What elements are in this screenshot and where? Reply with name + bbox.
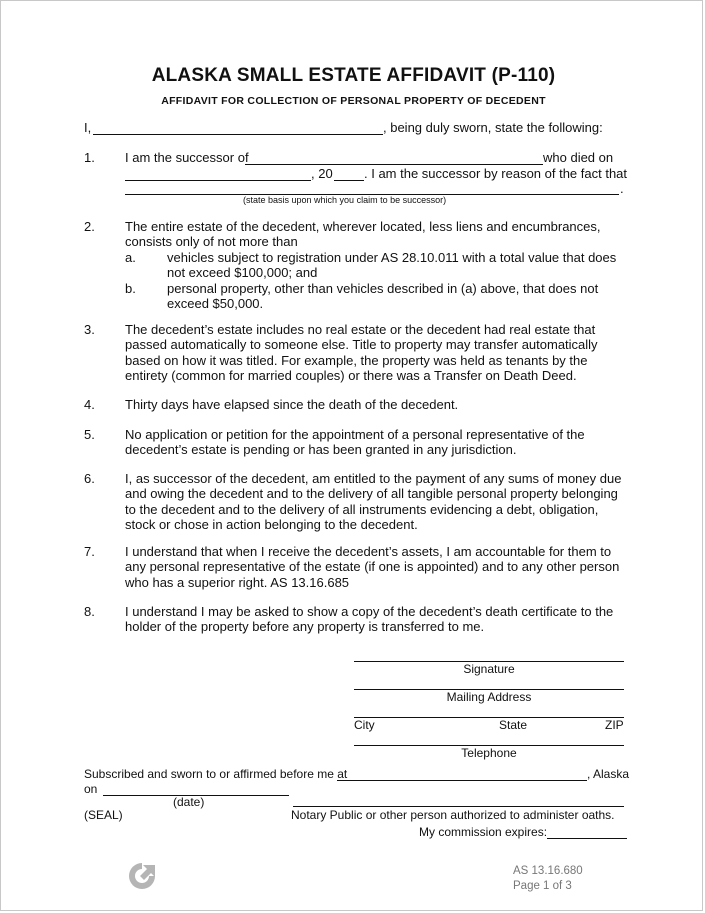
item-2-number: 2. [84,219,95,234]
intro-prefix: I, [84,120,92,135]
city-state-zip-field[interactable] [354,717,624,718]
item-2b-label: b. [125,281,136,296]
seal-text: (SEAL) [84,808,123,822]
notary-location-field[interactable] [337,780,587,781]
item-3-number: 3. [84,322,95,337]
item-7-number: 7. [84,544,95,559]
date-caption: (date) [173,795,205,809]
notary-signature-field[interactable] [293,806,624,807]
affiant-name-field[interactable] [93,134,383,135]
telephone-label: Telephone [461,746,517,760]
item-6-number: 6. [84,471,95,486]
subscribed-text: Subscribed and sworn to or affirmed before me at [84,767,348,781]
commission-text: My commission expires: [419,825,548,839]
death-date-field[interactable] [125,180,311,181]
footer-page-number: Page 1 of 3 [513,880,572,892]
item-1-text-e: . [620,181,624,196]
on-text: on [84,782,98,796]
notary-public-text: Notary Public or other person authorized to administer oaths. [291,808,615,822]
item-4-text: Thirty days have elapsed since the death of the decedent. [125,397,459,412]
item-8-text: I understand I may be asked to show a copy of the decedent’s death certificate to the holder of the property before any property is transferred to me. [125,604,614,635]
item-8-number: 8. [84,604,95,619]
successor-basis-caption: (state basis upon which you claim to be successor) [243,195,447,205]
commission-expires-field[interactable] [547,838,627,839]
item-7-text: I understand that when I receive the decedent’s assets, I am accountable for them to any personal representative of the estate (if one is appointed) and to any other person who has a superior right. AS 13.16.685 [125,544,620,590]
item-5-number: 5. [84,427,95,442]
item-2b-text: personal property, other than vehicles described in (a) above, that does not exceed $50,000. [167,281,599,312]
city-label: City [354,718,375,732]
item-3-text: The decedent’s estate includes no real estate or the decedent had real estate that passed automatically to someone else. Title to property may transfer automatically based on how it was titled. For example, the property was held as tenants by the entirety (common for married couples) or there was a Transfer on Death Deed. [125,322,598,384]
footer-statute: AS 13.16.680 [513,865,583,877]
item-1-text-b: who died on [543,150,614,165]
item-6-text: I, as successor of the decedent, am entitled to the payment of any sums of money due and owing the decedent and to the delivery of all tangible personal property belonging to the decedent and to the delivery of all instruments evidencing a debt, obligation, stock or chose in action belonging to the decedent. [125,471,622,533]
alaska-text: , Alaska [587,767,630,781]
death-year-field[interactable] [334,180,364,181]
item-2a-text: vehicles subject to registration under AS 28.10.011 with a total value that does not exceed $100,000; and [167,250,617,281]
item-1-text-a: I am the successor of [125,150,249,165]
item-1-text-d: . I am the successor by reason of the fact that [364,166,628,181]
item-1-number: 1. [84,150,95,165]
logo-icon [125,859,159,893]
mailing-address-label: Mailing Address [446,690,532,704]
intro-suffix: , being duly sworn, state the following: [383,120,603,135]
item-4-number: 4. [84,397,95,412]
signature-label: Signature [463,662,515,676]
document-title: ALASKA SMALL ESTATE AFFIDAVIT (P-110) [151,65,556,86]
item-5-text: No application or petition for the appointment of a personal representative of the decedent’s estate is pending or has been granted in any jurisdiction. [125,427,585,458]
item-1-text-c: , 20 [311,166,333,181]
item-2a-label: a. [125,250,136,265]
zip-label: ZIP [605,718,624,732]
state-label: State [499,718,528,732]
item-2-text: The entire estate of the decedent, wherever located, less liens and encumbrances, consists only of not more than [125,219,601,250]
decedent-name-field[interactable] [245,164,543,165]
document-subtitle: AFFIDAVIT FOR COLLECTION OF PERSONAL PROPERTY OF DECEDENT [161,95,546,107]
